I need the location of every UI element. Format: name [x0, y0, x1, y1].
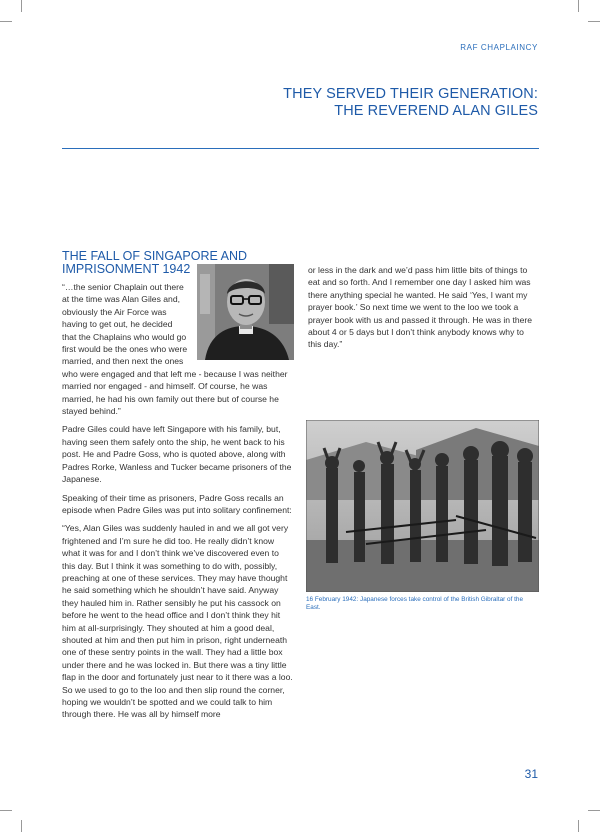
- crop-mark: [578, 820, 579, 832]
- portrait-photo: [197, 264, 294, 360]
- right-column: [308, 264, 539, 357]
- paragraph: Padre Giles could have left Singapore with his family, but, having seen them safely onto the ship, he went back to his post. He and Padre Goss, who is quoted above, along with Padres Rorke, Wanless and Tucker became prisoners of the Japanese.: [62, 424, 292, 485]
- paragraph: “Yes, Alan Giles was suddenly hauled in and we all got very frightened and I’m sure he did too. He really didn’t know what it was for and I don’t think we’ve discovered even to this day. But I think it was something to do with, possibly, preaching at one of these services. They may have thought he said something which he shouldn’t have said. Anyway they hauled him in. Rather sensibly he put his cassock on before he went to the head office and I don’t think they hit him at all-surprisingly. They shouted at him a good deal, shouted at him and then put him in prison, right underneath one of these sentry points in the wall. They had a little box under there and he was locked in. But there was a tiny little flap in the door and fortunately just near to it there was a loo. So we used to go to the loo and then slip round the corner, hoping we wouldn’t be spotted and we could talk to him through there. He was all by himself more: [62, 523, 293, 720]
- crop-mark: [21, 0, 22, 12]
- page-number: 31: [524, 767, 538, 781]
- paragraph: Speaking of their time as prisoners, Padre Goss recalls an episode when Padre Giles was put into solitary confinement:: [62, 492, 292, 515]
- title-divider: [62, 148, 539, 149]
- section-heading-line: IMPRISONMENT 1942: [62, 262, 191, 276]
- section-heading-line: THE FALL OF SINGAPORE AND: [62, 249, 247, 263]
- crop-mark: [0, 21, 12, 22]
- page-title-line: THEY SERVED THEIR GENERATION:: [283, 86, 538, 102]
- crop-mark: [578, 0, 579, 12]
- crop-mark: [588, 21, 600, 22]
- photo-caption: 16 February 1942: Japanese forces take control of the British Gibraltar of the East.: [306, 596, 524, 612]
- running-head: RAF CHAPLAINCY: [460, 43, 538, 52]
- historical-photo: [306, 420, 539, 592]
- paragraph: or less in the dark and we’d pass him little bits of things to eat and so forth. And I remember one day I asked him was there anything special he wanted. He said ‘Yes, I want my prayer book.’ So next time we went to the loo we took a prayer book with us and passed it through. He was in there about 4 or 5 days but I don’t think anybody knows why to this day.”: [308, 265, 533, 350]
- portrait-illustration: [197, 264, 294, 360]
- left-column: [62, 281, 294, 727]
- crop-mark: [21, 820, 22, 832]
- crop-mark: [0, 810, 12, 811]
- paragraph: “…the senior Chaplain out there at the time was Alan Giles and, obviously the Air Force was having to get out, he decided that the Chaplains who would go first would be the ones who were married, and then next the ones who were engaged and that left me - because I was neither married nor engaged - and himself. Of course, he was married, he had his own family out there but of course he stayed behind.”: [62, 282, 288, 417]
- page-title-line: THE REVEREND ALAN GILES: [334, 103, 538, 119]
- crop-mark: [588, 810, 600, 811]
- soldiers-surrender-illustration: [306, 420, 539, 592]
- page-title: [283, 86, 538, 120]
